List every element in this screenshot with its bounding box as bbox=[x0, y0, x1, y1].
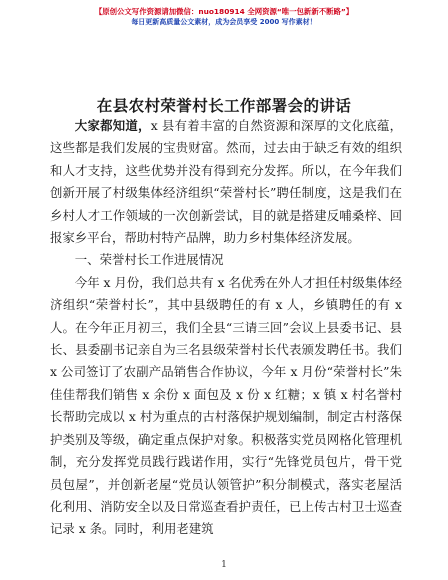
document-body bbox=[50, 115, 402, 541]
section-heading-1: 一、荣誉村长工作进展情况 bbox=[74, 252, 224, 268]
promo-banner bbox=[0, 6, 448, 28]
intro-lead: 大家都知道， bbox=[74, 118, 151, 133]
intro-text: x 县有着丰富的自然资源和深厚的文化底蕴，这些都是我们发展的宝贵财富。然而，过去由于缺乏有效的组织和人才支持，这些优势并没有得到充分发挥。所以，在今年我们创新开展了村级集体经济组织“荣誉村长”聘任制度，这是我们在乡村人才工作领域的一次创新尝试，目的就是搭建反哺桑梓、回报家乡平台，帮助村特产品牌，助力乡村集体经济发展。 bbox=[50, 118, 402, 246]
progress-paragraph: 今年 x 月份，我们总共有 x 名优秀在外人才担任村级集体经济组织“荣誉村长”，其中县级聘任的有 x 人，乡镇聘任的有 x 人。在今年正月初三，我们全县“三请三回”会议上县委书记、县长、县委副书记亲自为三名县级荣誉村长代表颁发聘任书。我们 x 公司签订了农副产品销售合作协议，今年 x 月份“荣誉村长”朱佳佳帮我们销售 x 余份 x 面包及 x 份 x 红糖；x 镇 x 村名誉村长帮助完成以 x 村为重点的古村落保护规划编制，制定古村落保护类别及等级，确定重点保护对象。积极落实党员网格化管理机制，充分发挥党员践行践诺作用，实行“先锋党员包片，骨干党员包屋”，并创新老屋“党员认领管护”积分制模式，落实老屋活化利用、消防安全以及日常巡查看护责任，已上传古村卫士巡查记录 x 条。同时，利用老建筑 bbox=[50, 274, 402, 537]
promo-line-1: 【原创公文写作资源请加微信：nuo180914 全网资源“唯一包新新不断路”】 bbox=[94, 7, 354, 16]
promo-line-2: 每日更新高质量公文素材，成为会员享受 2000 写作素材！ bbox=[131, 18, 317, 26]
document-title: 在县农村荣誉村长工作部署会的讲话 bbox=[96, 96, 352, 115]
page-number: 1 bbox=[221, 560, 227, 570]
intro-paragraph bbox=[50, 115, 402, 249]
